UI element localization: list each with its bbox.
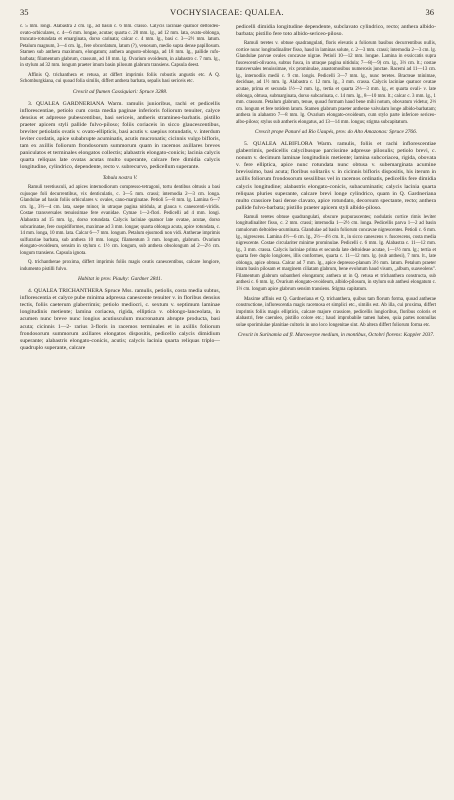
locality-line: Crescit prope Panuré ad Rio Uaupés, prov. do Alto Amazonas: Spruce 2766. <box>254 129 418 136</box>
running-header <box>20 7 434 19</box>
species-diagnosis: 5. QUALEA ALBIFLORA Warm. ramulis, foliis et rachi inflorescentiae glaberrimis, pedicellis calycibusque parcissime adpresse pilosulis; petiolo brevi, c. nonum v. decimum laminae longitudinis metiente; lamina subcoriacea, rigida, obovata v. fere elliptica, apice nunc rotundata nunc obtusa v. subemarginata acumine brevissimo, basi acuta; floribus solitariis v. in cicinnis bifloris dispositis, his iterum in axillis foliorum frondosorum sessilibus vel in racemos ordinatis, pedicellis fere dimidia calycis longitudine; alabastris elongato-conicis, subacuminatis; calycis lacinia quarta reliquas pluries superante, calcare brevi longe cylindrico, quam in Q. Gardneriana multo crassiore basi dense clavato, apice rotundato, decorsum spectante, recto; anthera pallide fulvo-barbata; pistillo praeter apicem styli albido-piloso. <box>236 141 436 211</box>
page-number-right: 36 <box>425 7 434 17</box>
right-column <box>236 24 436 789</box>
locality-line: Crescit in Surinamia ad fl. Maroweyne medium, in montibus, Octobri florens: Kappler 2037. <box>237 332 435 339</box>
running-title: VOCHYSIACEAE: QUALEA. <box>170 7 284 17</box>
species-diagnosis: 4. QUALEA TRICHANTHERA Spruce Mss. ramulis, petiolis, costa media subtus, inflorescentia et calyce pube minima adpressa canescente tenuiter v. in floribus densius tectis, foliis caeterum glaberrimis; petiolo mediocri, c. sextum v. septimum laminae longitudinis metiente; lamina coriacea, rigida, elliptica v. oblongo-lanceolata, in acumen nunc breve nunc longius acutiusculum mucronatum abrupte producta, basi acuta; cicinnis 1—2- rarius 3-floris in racemos terminales et in axillis foliorum frondosorum summorum axillares elongatos dispositis, pedicello calycis dimidium superante; alabastris elongato-conicis, acutis; calycis lacinia quarta reliquas triplo—quadruplo superante, calcare <box>20 288 220 351</box>
description-paragraph: Ramuli teretes obtuse quadrangulati, obscure purpurascentes; nodulatis cortice rimis leviter longitudinaliter fisso, c. 2 mm. crassi; internodia 1—2½ cm. longa. Pedicellis parva 1—2 ad basin ramulorum deltoideo-acuminata. Glandulae ad basin foliorum concavae nigrescentes. Petioli c. 6 mm. lg., nigrescens. Lamina 4½—6 cm. lg., 2½—4½ cm. lt., in sicco canescens v. fuscescens, costa media nigrescente. Costae circulariter minime prominulae. Pedicelli c. 6 mm. lg. Alabastra c. 11—12 mm. lg., 3 mm. crassa. Calycis laciniae prima et secunda late deltoideae acutae, 1—1½ mm. lg.; tertia et quarta fere duplo longiores, illis conformes, quarta c. 11—12 mm. lg. (sub anthesi), 7 mm. lt., late oblonga, apice obtusa. Calcar ad 7 mm. lg., apice depresso-planum 3½ mm. latum. Petalum praeter imam basin pilosam et marginem ciliatam glabrum, bene evolutum haud visum, „album, suaveolens". Filamentum glabrum subantheri elongatum; anthera ut in Q. retusa et trichanthera constructa, sub anthesi c. 6 mm. lg. Ovarium elongato-ovoideum, albido-pilosum, in stylum sub anthesi elongatum c. 1⅔ cm. longum apice glabrum sensim transiens. Stigma capitatum. <box>236 214 436 292</box>
left-column <box>20 24 220 789</box>
description-paragraph: Ramuli teretes v. obtuse quadrangulati, floris elevatis a foliorum basibus decurrentibus nullis, cortice nunc longitudinaliter fisso, haud in laminas solute, c. 2—3 mm. crassi; internodia 2—3 cm. lg. Glandulae parvae ovales concavae nigrae. Petioli 10—12 mm. longae. Lamina in exsiccatis supra fuscescenti-olivacea, subtus fusca, in utraque pagina nitidula; 7—8(—9) cm. lg., 3⅔ cm. lt.; costae transversales tenuissimae, vix prominulae, anastomosibus numerosis junctae. Racemi ad 11—13 cm. lg., internodiis medii c. 9 cm. longis. Pedicelli 3—7 mm. lg., nunc teretes. Bracteae minimae, deciduae, ad 1½ mm. lg. Alabastra c. 12 mm. lg., 3 mm. crassa. Calycis laciniae quatuor ovatae acutae, prima et secunda 1½—2 mm. lg., tertia et quarta 2⅓—3 mm. lg., et quarta ovali- v. late oblonga, obtusa, submarginata, dorso subcarinata, c. 14 mm. lg., 8—10 mm. lt.; calcar c. 3 mm. lg., 1 mm. crassum. Petalum glabrum, tenue, quoad formam haud bene mihi notum, obovatum videtur, 2⅓ cm. longum et fere totidem latum. Stamen glabrum praeter antherae valvulam longe albido-barbatam; anthera in alabastro 7—8 mm. lg. Ovarium elongato-ovoideum, cum stylo parte inferiore sericeo-albo-piloso; stylus sub antheris elongatus, ad 13—14 mm. longus; stigma subcapitatum. <box>236 41 436 125</box>
page-number-left: 35 <box>20 7 29 17</box>
affinity-note: Affinis Q. trichanthera et retusa, at differt imprimis foliis robustis angustis etc. A Q. Schomburgkiana, cui quoad folia similis, differt anthera barbata, sepalis basi sericeis etc. <box>20 72 220 85</box>
affinity-note: Maxime affinis est Q. Gardneriana et Q. trichanthera, quibus tam florum forma, quoad antherae constructione, inflorescentia magis racemosa et simplici etc., similis est. Ab illa, cui proxima, differt imprimis foliis magis ellipticis, calcare majore crassiore, pedicellis longioribus, floribus coloris et alabastri, fete caeruleo, pistillo colore etc.; haud improbabile tamen habeo, quia partes nonnullas solae sporimiulae planitiae cultoris in uno loco longenitae sint. Ab altera differt foliorum forma etc. <box>236 296 436 328</box>
plate-reference: Tabula nostra V. <box>102 174 138 181</box>
description-paragraph: Ramuli teretiusculi, ad apices internodiorum compresso-tetragoni, tortu dentibus obtusis a basi cujusque foli decurrentibus, vix denticulatis, c. 3—5 mm. crassi; internodia 2—3 cm. longa. Glandulae ad basin foliis orbiculares v. ovales, cano-marginatae. Petioli 5—8 mm. lg. Lamina 6—7 cm. lg., 3½—4 cm. lata, saepe minor, in utraque pagina nitidula, at glauca v. canescenti-viridis. Costae transversales tenuissimae fere evanidae. Cymae 1—2-flori. Pedicelli ad 4 mm. longi. Alabastra ad 15 mm. lg., dorso rotundata. Calycis laciniae quatuor late ovatae, acutae, dorso subcarinatae, fere cuspidiformes, maximae ad 3 mm. longae; quarta oblonga acuta, apice rotundata, c. 14 mm. longa, 10 mm. lata. Calcar 6—7 mm. longum. Petalum ejusmodi non vidi. Antherae imprimis sulfurariae barbata, sub anthera 10 mm. longa; filamentum 3 mm. longum, glabrum. Ovarium elongato-ovoideum, sensim in stylum c. 1½ cm. longum, sub anthera obsolongum ad 2—2½ cm. longum transiens. Capsula ignota. <box>20 185 220 256</box>
diagnosis-continuation: pedicelli dimidia longitudine dependente, subclavato cylindrico, recto; anthera albido-barbata; pistillo fere toto albido-sericeo-piloso. <box>236 24 436 38</box>
species-diagnosis: 3. QUALEA GARDNERIANA Warm. ramulis junioribus, rachi et pedicellis inflorescentiae, petiolo cum costa media paginae inferioris foliorum tenuiter, calyce densius et adpresse pubescentibus, basi sericeis, antheris stramineo-barbatis. pistillo praeter apicem styli pallide fulvo-piloso; foliis coriaceis in sicco glaucescentibus, breviter petiolatis ovatis v. ovato-ellipticis, basi acutis v. saepius rotundatis, v. interdum leviter cordatis, apice subabrupte acuminatis, acutis mucronatis; cicinnis vulgo bifloris, tam ex axillis foliorum frondosorum summorum quam in racemos axillares breves paniculatos et terminales elongatos collectis; alabastris elongato-conicis; lacinia calycis quarta reliquas late ovatas acutas multo superante, calcare fere dimidia calycis longitudine, cylindrico, dependente, recto v. subrecurvo, pedicellum superante. <box>20 100 220 171</box>
description-paragraph: c. 5 mm. longi. Alabastra 2 cm. lg., ad basin c. 6 mm. crasso. Calycis laciniae quatuor deltoideo-ovato-orbiculares, c. 4—6 mm. longae, acutae; quarta c. 20 mm. lg., ad 12 mm. lata, ovato-oblonga, truncato-rotundata et emarginata, dorso carinata; calcar c. 4 mm. lg., basi c. 3—2½ mm. latum. Petalum magnum, 3—4 cm. lg., fere obcordatum, latum (?), venosum, medio supra dense papillosum. Stamen sub anthera maximum, elongatum; anthera angusto-oblonga, ad 18 mm. lg., pallide rufo-barbata; filamentum glabrum, crassum, ad 10 mm. lg. Ovarium ovoideum, in alabastro c. 7 mm. lg., in stylum ad 32 mm. longum praeter imum basin pilosum glabrum transiens. Capsula deest. <box>20 24 220 69</box>
locality-line: Crescit ad flumen Cassiquiari: Spruce 3288. <box>72 88 168 95</box>
affinity-note: Q. trichantherae proxima, differt imprimis foliis magis ovatis canescentibus, calcare longiore, indumento pistilli fulvo. <box>20 260 220 272</box>
locality-line: Habitat in prov. Piauhy: Gardner 2841. <box>77 276 163 283</box>
